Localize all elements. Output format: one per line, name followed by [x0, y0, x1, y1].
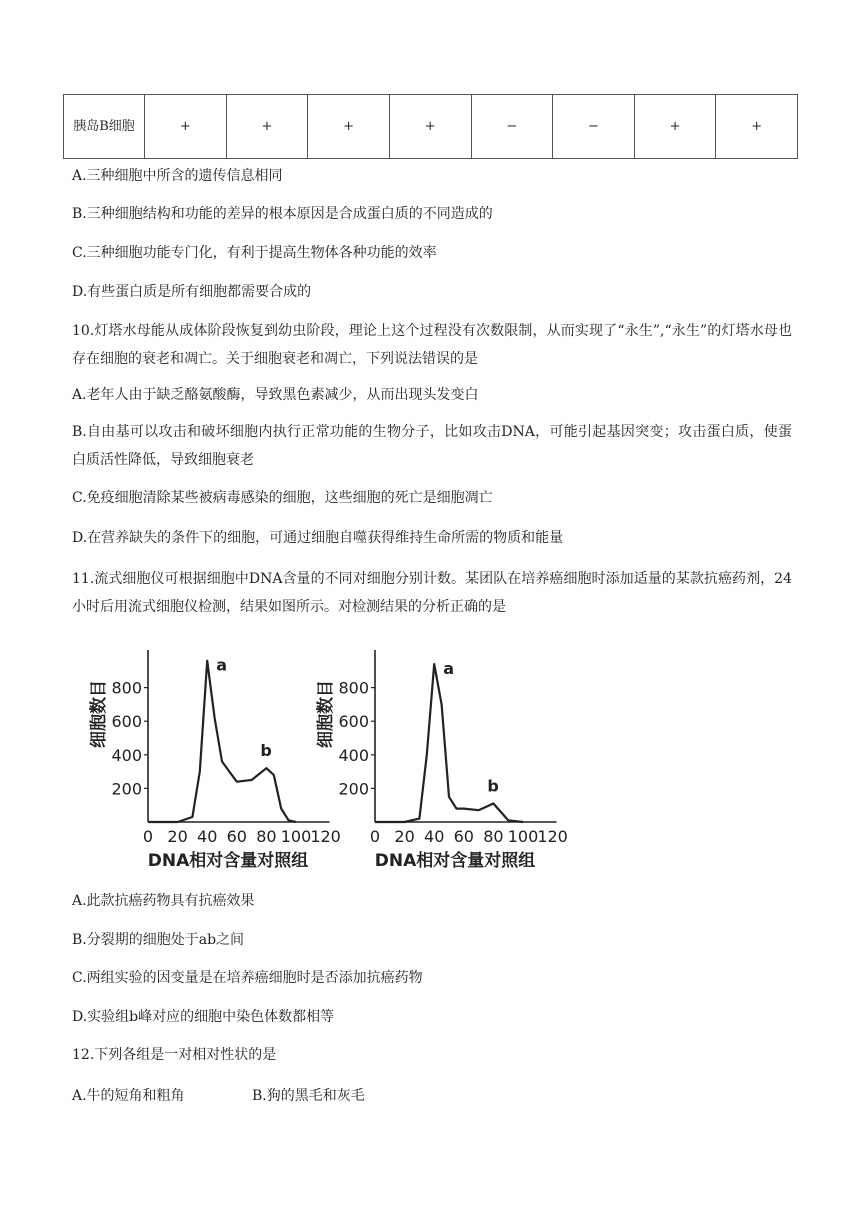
- chart-2-x-tick-label: 40: [424, 827, 445, 846]
- q11-option-a: A.此款抗癌药物具有抗癌效果: [72, 893, 255, 909]
- table-cell: +: [308, 95, 390, 159]
- flow-cytometry-charts: [80, 640, 568, 871]
- chart-2-series-line: [375, 664, 523, 822]
- chart-2-y-tick-label: 400: [338, 745, 369, 765]
- chart-1-x-tick-label: 60: [226, 827, 247, 846]
- chart-2-y-axis-label: 细胞数目: [316, 680, 336, 748]
- q9-option-b: B.三种细胞结构和功能的差异的根本原因是合成蛋白质的不同造成的: [72, 206, 493, 222]
- q11-option-d: D.实验组b峰对应的细胞中染色体数都相等: [72, 1009, 335, 1025]
- chart-1-y-tick-label: 800: [111, 678, 142, 698]
- chart-1-y-tick-label: 600: [111, 712, 142, 732]
- q10-stem: 10.灯塔水母能从成体阶段恢复到幼虫阶段，理论上这个过程没有次数限制，从而实现了“永生”,“永生”的灯塔水母也存在细胞的衰老和凋亡。关于细胞衰老和凋亡，下列说法错误的是: [72, 323, 792, 367]
- q11-stem: 11.流式细胞仪可根据细胞中DNA含量的不同对细胞分别计数。某团队在培养癌细胞时添加适量的某款抗癌药剂，24小时后用流式细胞仪检测，结果如图所示。对检测结果的分析正确的是: [72, 571, 792, 615]
- q12-option-b: B.狗的黑毛和灰毛: [252, 1088, 365, 1104]
- q10-option-b: B.自由基可以攻击和破坏细胞内执行正常功能的生物分子，比如攻击DNA，可能引起基因突变；攻击蛋白质，使蛋白质活性降低，导致细胞衰老: [72, 424, 792, 468]
- table-cell: −: [553, 95, 635, 159]
- q10-option-a: A.老年人由于缺乏酪氨酸酶，导致黑色素减少，从而出现头发变白: [72, 387, 479, 403]
- table-cell: +: [716, 95, 798, 159]
- chart-1-y-tick-label: 400: [111, 745, 142, 765]
- q12-stem: 12.下列各组是一对相对性状的是: [72, 1047, 277, 1063]
- table-cell: +: [145, 95, 227, 159]
- row-label: 胰岛B细胞: [64, 95, 145, 159]
- q12-option-a: A.牛的短角和粗角: [72, 1088, 185, 1104]
- q9-option-c: C.三种细胞功能专门化，有利于提高生物体各种功能的效率: [72, 245, 437, 261]
- chart-1-peak-label-b: b: [260, 741, 272, 761]
- chart-1-x-tick-label: 0: [142, 827, 154, 846]
- chart-2-x-tick-label: 0: [369, 827, 381, 846]
- chart-2-x-tick-label: 120: [537, 827, 568, 846]
- chart-1-series-line: [148, 661, 296, 822]
- table-cell: +: [226, 95, 308, 159]
- table-cell: +: [389, 95, 471, 159]
- chart-2-peak-label-a: a: [443, 659, 454, 679]
- q10-option-d: D.在营养缺失的条件下的细胞，可通过细胞自噬获得维持生命所需的物质和能量: [72, 530, 564, 546]
- chart-1-x-tick-label: 80: [256, 827, 277, 846]
- chart-1-peak-label-a: a: [216, 655, 227, 675]
- q11-option-b: B.分裂期的细胞处于ab之间: [72, 932, 245, 948]
- q9-option-d: D.有些蛋白质是所有细胞都需要合成的: [72, 284, 312, 300]
- chart-2-x-axis-label: DNA相对含量对照组: [374, 851, 536, 871]
- chart-1-y-axis-label: 细胞数目: [89, 680, 109, 748]
- chart-2-y-tick-label: 600: [338, 712, 369, 732]
- chart-2-x-tick-label: 100: [507, 827, 539, 846]
- chart-1-x-axis-label: DNA相对含量对照组: [147, 851, 309, 871]
- q9-option-a: A.三种细胞中所含的遗传信息相同: [72, 168, 283, 184]
- chart-2-peak-label-b: b: [487, 776, 499, 796]
- chart-2-x-tick-label: 80: [483, 827, 504, 846]
- chart-2-x-tick-label: 20: [394, 827, 415, 846]
- chart-1-x-tick-label: 100: [280, 827, 312, 846]
- q11-option-c: C.两组实验的因变量是在培养癌细胞时是否添加抗癌药物: [72, 970, 423, 986]
- table-cell: +: [634, 95, 716, 159]
- chart-1-x-tick-label: 20: [167, 827, 188, 846]
- table-cell: −: [471, 95, 553, 159]
- table-row: [64, 95, 798, 159]
- flow-cytometry-figure: [80, 640, 568, 871]
- chart-1-x-tick-label: 40: [197, 827, 218, 846]
- chart-1-y-tick-label: 200: [111, 779, 142, 799]
- chart-2-x-tick-label: 60: [453, 827, 474, 846]
- chart-1-x-tick-label: 120: [310, 827, 341, 846]
- chart-2-y-tick-label: 800: [338, 678, 369, 698]
- q10-option-c: C.免疫细胞清除某些被病毒感染的细胞，这些细胞的死亡是细胞凋亡: [72, 490, 493, 506]
- chart-2-y-tick-label: 200: [338, 779, 369, 799]
- gene-expression-table: [63, 94, 798, 159]
